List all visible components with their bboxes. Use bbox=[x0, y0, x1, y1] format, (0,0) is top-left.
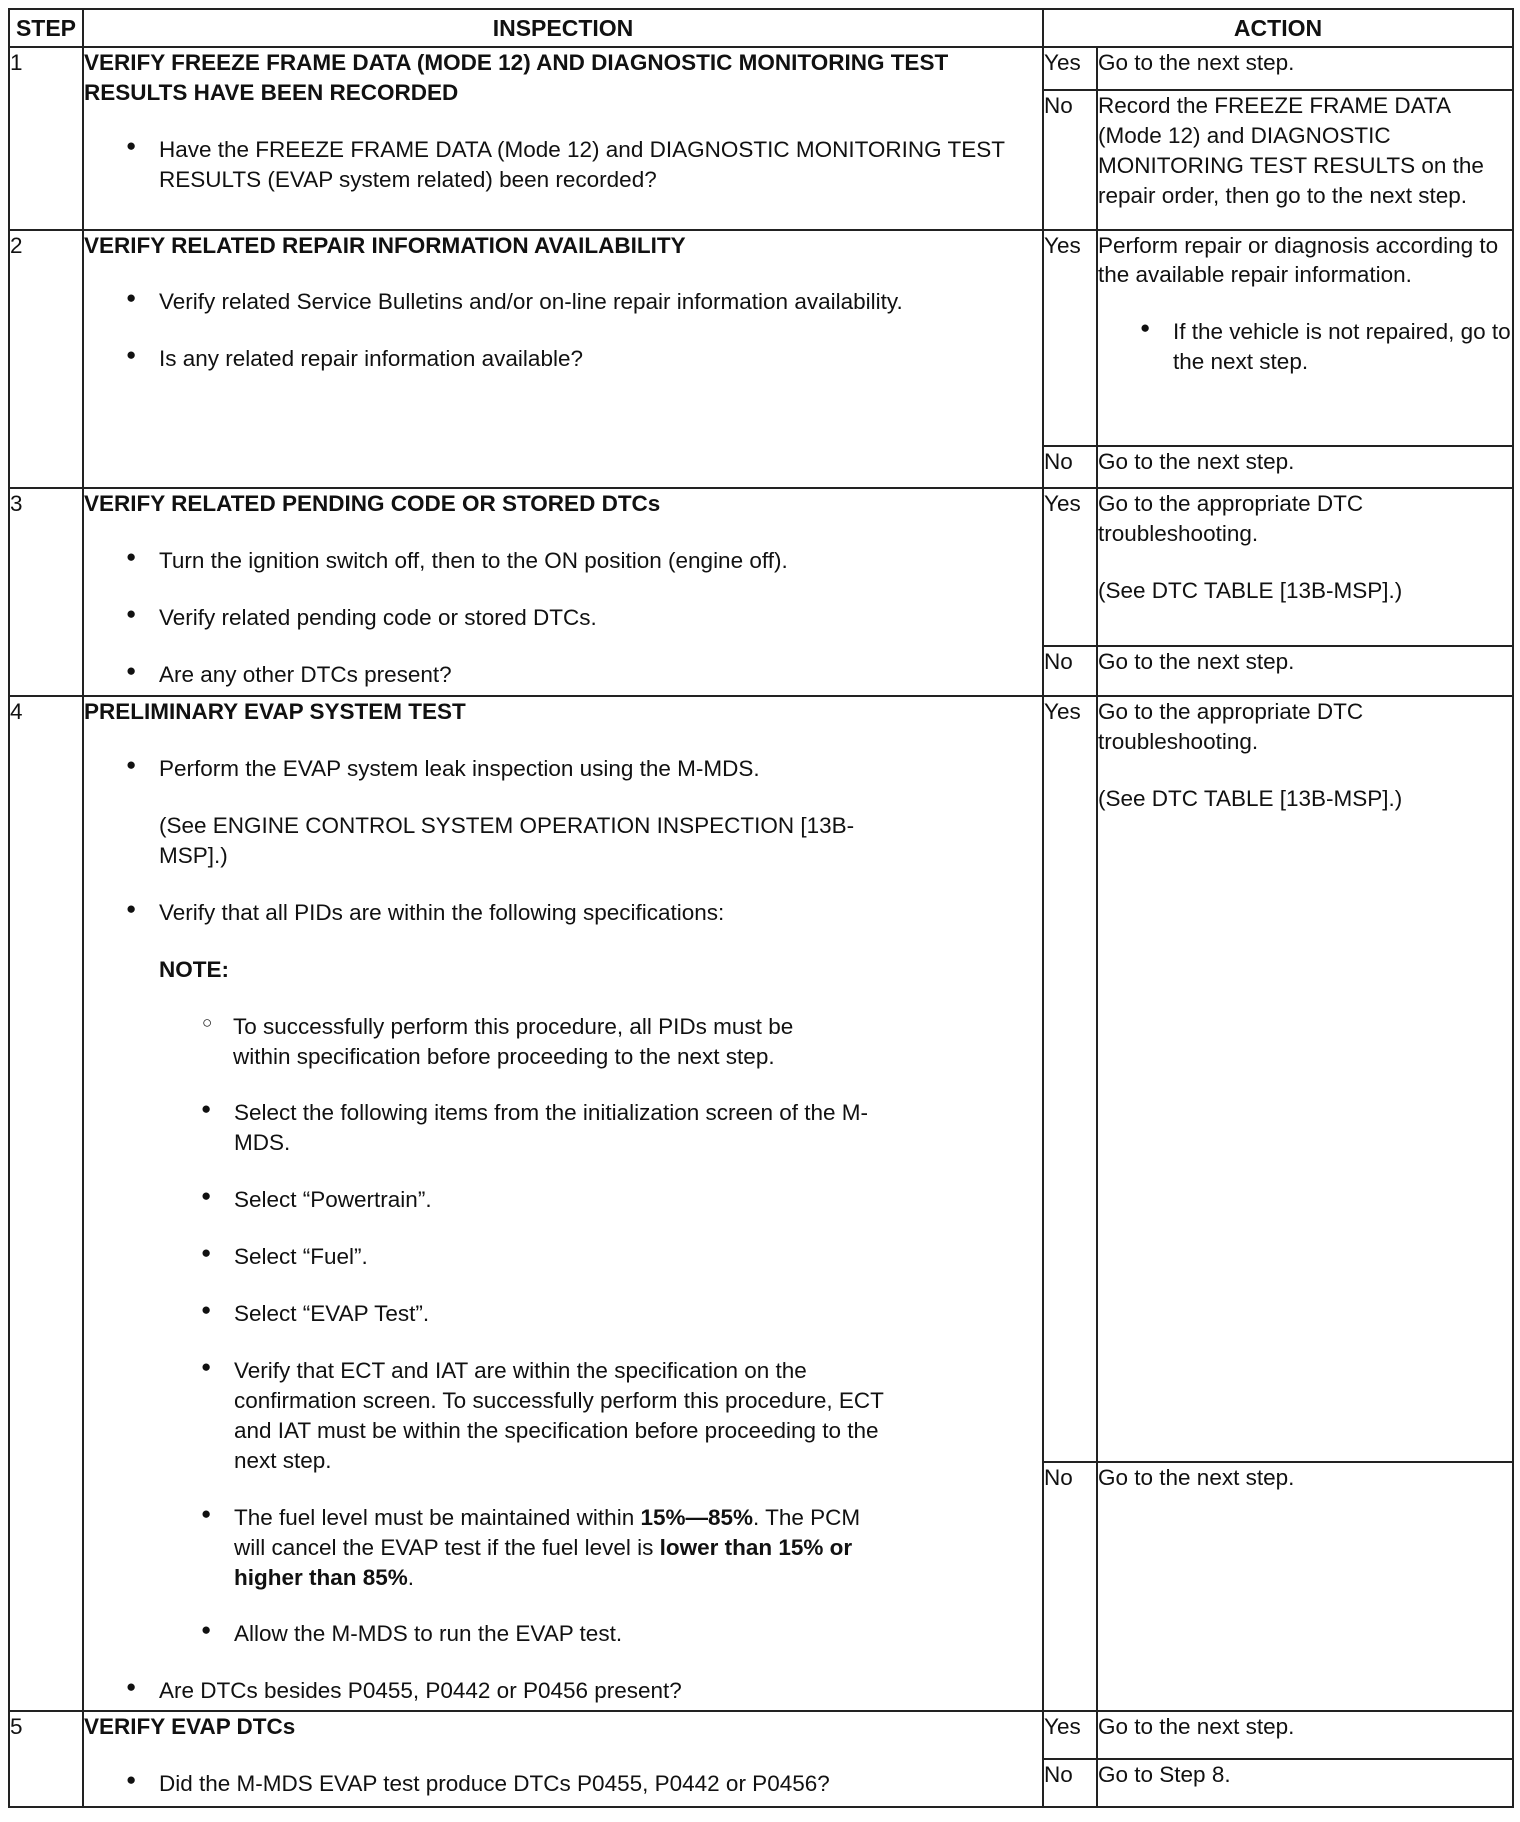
sub-bullet: ● Select “Fuel”. bbox=[84, 1242, 1042, 1272]
sub-bullet: ● Select “EVAP Test”. bbox=[84, 1299, 1042, 1329]
header-step: STEP bbox=[9, 9, 83, 47]
inspection-bullet: ● Perform the EVAP system leak inspection using the M-MDS. bbox=[84, 754, 1029, 784]
no-action: Go to the next step. bbox=[1097, 646, 1513, 696]
step-row-5 bbox=[9, 1711, 1513, 1759]
yes-label: Yes bbox=[1043, 1711, 1097, 1759]
no-label: No bbox=[1043, 1462, 1097, 1711]
inspection-bullet: ● Have the FREEZE FRAME DATA (Mode 12) and DIAGNOSTIC MONITORING TEST RESULTS (EVAP system related) been recorded? bbox=[84, 135, 1029, 195]
yes-action-cell bbox=[1097, 696, 1513, 1462]
fuel-range: 15%—85% bbox=[640, 1504, 754, 1530]
yes-action-cell bbox=[1097, 488, 1513, 646]
header-inspection: INSPECTION bbox=[83, 9, 1043, 47]
step-number: 4 bbox=[9, 696, 83, 1711]
action-reference: (See DTC TABLE [13B-MSP].) bbox=[1098, 785, 1403, 811]
no-action: Record the FREEZE FRAME DATA (Mode 12) and DIAGNOSTIC MONITORING TEST RESULTS on the repair order, then go to the next step. bbox=[1097, 90, 1513, 229]
step-number: 3 bbox=[9, 488, 83, 696]
step-number: 2 bbox=[9, 230, 83, 489]
inspection-bullet: ● Verify that all PIDs are within the following specifications: bbox=[84, 898, 1029, 928]
no-action: Go to Step 8. bbox=[1097, 1759, 1513, 1807]
yes-action: Go to the next step. bbox=[1097, 47, 1513, 90]
step-row-1 bbox=[9, 47, 1513, 90]
yes-label: Yes bbox=[1043, 488, 1097, 646]
no-label: No bbox=[1043, 1759, 1097, 1807]
yes-action-cell bbox=[1097, 230, 1513, 447]
inspection-bullet: ● Verify related Service Bulletins and/or on-line repair information availability. bbox=[84, 287, 1029, 317]
yes-action: Go to the appropriate DTC troubleshooting. bbox=[1098, 491, 1364, 547]
inspection-bullet: ● Are any other DTCs present? bbox=[84, 660, 1029, 690]
yes-action: Go to the next step. bbox=[1097, 1711, 1513, 1759]
inspection-reference: (See ENGINE CONTROL SYSTEM OPERATION INSPECTION [13B-MSP].) bbox=[159, 812, 855, 868]
step-title: VERIFY RELATED PENDING CODE OR STORED DTCs bbox=[84, 491, 661, 517]
sub-bullet: ● Select the following items from the initialization screen of the M-MDS. bbox=[84, 1098, 874, 1158]
fuel-text: The fuel level must be maintained within bbox=[234, 1504, 641, 1530]
step-number: 1 bbox=[9, 47, 83, 230]
inspection-cell bbox=[83, 47, 1043, 230]
step-row-2 bbox=[9, 230, 1513, 447]
header-action: ACTION bbox=[1043, 9, 1513, 47]
inspection-bullet: ● Are DTCs besides P0455, P0442 or P0456 present? bbox=[84, 1676, 1029, 1706]
note-item: ○ To successfully perform this procedure, all PIDs must be within specification before proceeding to the next step. bbox=[84, 1012, 843, 1072]
inspection-cell bbox=[83, 230, 1043, 489]
inspection-cell bbox=[83, 1711, 1043, 1807]
sub-bullet-fuel bbox=[84, 1503, 894, 1593]
yes-label: Yes bbox=[1043, 47, 1097, 90]
no-label: No bbox=[1043, 646, 1097, 696]
fuel-limit: lower than 15% or higher than 85% bbox=[234, 1534, 853, 1590]
step-number: 5 bbox=[9, 1711, 83, 1807]
diagnostic-table bbox=[8, 8, 1514, 1808]
step-title: VERIFY RELATED REPAIR INFORMATION AVAILABILITY bbox=[84, 232, 686, 258]
step-title: VERIFY EVAP DTCs bbox=[84, 1713, 296, 1739]
yes-action: Go to the appropriate DTC troubleshooting. bbox=[1098, 699, 1364, 754]
inspection-cell bbox=[83, 696, 1043, 1711]
fuel-text: . bbox=[407, 1564, 415, 1590]
fuel-text: . The PCM will cancel the EVAP test if the fuel level is bbox=[234, 1504, 861, 1560]
inspection-bullet: ● Is any related repair information available? bbox=[84, 344, 1029, 374]
inspection-bullet: ● Turn the ignition switch off, then to the ON position (engine off). bbox=[84, 546, 1029, 576]
header-row bbox=[9, 9, 1513, 47]
no-label: No bbox=[1043, 446, 1097, 488]
action-bullet: ● If the vehicle is not repaired, go to the next step. bbox=[1098, 317, 1512, 377]
no-action: Go to the next step. bbox=[1097, 1462, 1513, 1711]
action-reference: (See DTC TABLE [13B-MSP].) bbox=[1098, 578, 1403, 604]
sub-bullet: ● Select “Powertrain”. bbox=[84, 1185, 1042, 1215]
inspection-bullet: ● Did the M-MDS EVAP test produce DTCs P0455, P0442 or P0456? bbox=[84, 1769, 1029, 1799]
note-label: NOTE: bbox=[159, 956, 229, 982]
no-action: Go to the next step. bbox=[1097, 446, 1513, 488]
step-row-4 bbox=[9, 696, 1513, 1462]
sub-bullet: ● Allow the M-MDS to run the EVAP test. bbox=[84, 1619, 1042, 1649]
inspection-cell bbox=[83, 488, 1043, 696]
sub-bullet: ● Verify that ECT and IAT are within the specification on the confirmation screen. To successfully perform this procedure, ECT and IAT must be within the specification before proceeding to the next step. bbox=[84, 1356, 894, 1476]
step-title: PRELIMINARY EVAP SYSTEM TEST bbox=[84, 699, 466, 725]
inspection-bullet: ● Verify related pending code or stored DTCs. bbox=[84, 603, 1029, 633]
yes-action: Perform repair or diagnosis according to the available repair information. bbox=[1098, 232, 1499, 288]
yes-label: Yes bbox=[1043, 230, 1097, 447]
step-title: VERIFY FREEZE FRAME DATA (MODE 12) AND DIAGNOSTIC MONITORING TEST RESULTS HAVE BEEN RECORDED bbox=[84, 50, 949, 105]
yes-label: Yes bbox=[1043, 696, 1097, 1462]
no-label: No bbox=[1043, 90, 1097, 229]
step-row-3 bbox=[9, 488, 1513, 646]
